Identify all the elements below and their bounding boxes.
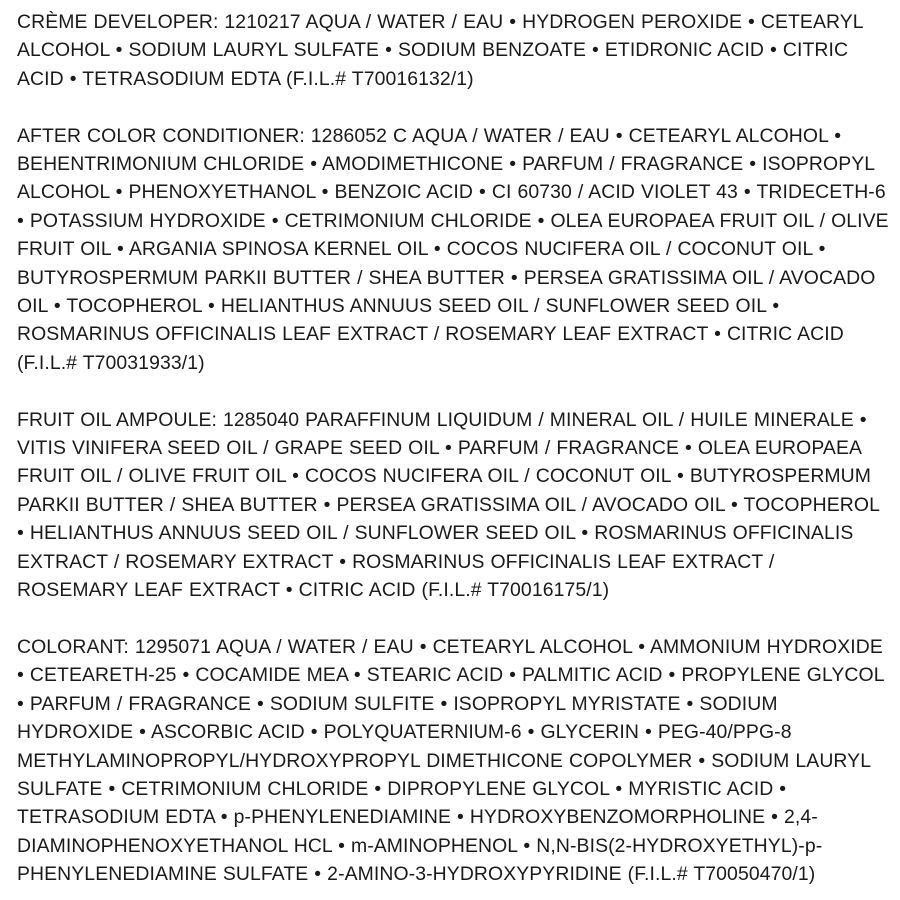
creme-developer-ingredients: CRÈME DEVELOPER: 1210217 AQUA / WATER / EAU • HYDROGEN PEROXIDE • CETEARYL ALCOHOL • SODIUM LAURYL SULFATE • SODIUM BENZOATE • ETIDRONIC ACID • CITRIC ACID • TETRASODIUM EDTA (F.I.L.# T70016132/1) — [17, 11, 863, 90]
paragraph-spacer — [17, 605, 889, 633]
paragraph-spacer — [17, 93, 889, 121]
colorant-ingredients: COLORANT: 1295071 AQUA / WATER / EAU • CETEARYL ALCOHOL • AMMONIUM HYDROXIDE • CETEARETH-25 • COCAMIDE MEA • STEARIC ACID • PALMITIC ACID • PROPYLENE GLYCOL • PARFUM / FRAGRANCE • SODIUM SULFITE • ISOPROPYL MYRISTATE • SODIUM HYDROXIDE • ASCORBIC ACID • POLYQUATERNIUM-6 • GLYCERIN • PEG-40/PPG-8 METHYLAMINOPROPYL/HYDROXYPROPYL DIMETHICONE COPOLYMER • SODIUM LAURYL SULFATE • CETRIMONIUM CHLORIDE • DIPROPYLENE GLYCOL • MYRISTIC ACID • TETRASODIUM EDTA • p-PHENYLENEDIAMINE • HYDROXYBENZOMORPHOLINE • 2,4-DIAMINOPHENOXYETHANOL HCL • m-AMINOPHENOL • N,N-BIS(2-HYDROXYETHYL)-p-PHENYLENEDIAMINE SULFATE • 2-AMINO-3-HYDROXYPYRIDINE (F.I.L.# T70050470/1) — [17, 635, 884, 886]
fruit-oil-ampoule-ingredients: FRUIT OIL AMPOULE: 1285040 PARAFFINUM LIQUIDUM / MINERAL OIL / HUILE MINERALE • VITIS VINIFERA SEED OIL / GRAPE SEED OIL • PARFUM / FRAGRANCE • OLEA EUROPAEA FRUIT OIL / OLIVE FRUIT OIL • COCOS NUCIFERA OIL / COCONUT OIL • BUTYROSPERMUM PARKII BUTTER / SHEA BUTTER • PERSEA GRATISSIMA OIL / AVOCADO OIL • TOCOPHEROL • HELIANTHUS ANNUUS SEED OIL / SUNFLOWER SEED OIL • ROSMARINUS OFFICINALIS EXTRACT / ROSEMARY EXTRACT • ROSMARINUS OFFICINALIS LEAF EXTRACT / ROSEMARY LEAF EXTRACT • CITRIC ACID (F.I.L.# T70016175/1) — [17, 408, 880, 602]
ingredients-document — [17, 8, 889, 889]
after-color-conditioner-ingredients: AFTER COLOR CONDITIONER: 1286052 C AQUA / WATER / EAU • CETEARYL ALCOHOL • BEHENTRIMONIUM CHLORIDE • AMODIMETHICONE • PARFUM / FRAGRANCE • ISOPROPYL ALCOHOL • PHENOXYETHANOL • BENZOIC ACID • CI 60730 / ACID VIOLET 43 • TRIDECETH-6 • POTASSIUM HYDROXIDE • CETRIMONIUM CHLORIDE • OLEA EUROPAEA FRUIT OIL / OLIVE FRUIT OIL • ARGANIA SPINOSA KERNEL OIL • COCOS NUCIFERA OIL / COCONUT OIL • BUTYROSPERMUM PARKII BUTTER / SHEA BUTTER • PERSEA GRATISSIMA OIL / AVOCADO OIL • TOCOPHEROL • HELIANTHUS ANNUUS SEED OIL / SUNFLOWER SEED OIL • ROSMARINUS OFFICINALIS LEAF EXTRACT / ROSEMARY LEAF EXTRACT • CITRIC ACID (F.I.L.# T70031933/1) — [17, 124, 889, 374]
paragraph-spacer — [17, 377, 889, 405]
